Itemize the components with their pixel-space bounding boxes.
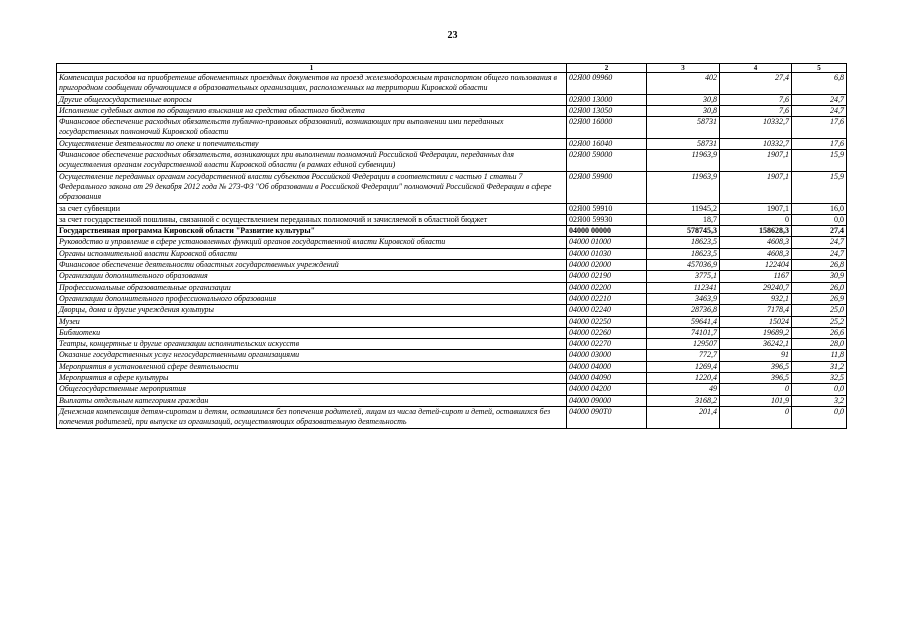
row-code-cell: 04000 04200 <box>567 384 647 395</box>
table-row <box>57 94 847 105</box>
row-name-cell: Компенсация расходов на приобретение абонементных проездных документов на проезд железнодорожным транспортом общего пользования в пригородном сообщении обучающимся в образовательных организациях, расположенных на территории Кировской области <box>57 73 567 95</box>
row-code-cell: 04000 02210 <box>567 293 647 304</box>
column-header: 5 <box>792 64 847 73</box>
row-actual-cell: 7,6 <box>720 94 792 105</box>
row-name-cell: Организации дополнительного образования <box>57 271 567 282</box>
row-percent-cell: 27,4 <box>792 226 847 237</box>
row-actual-cell: 91 <box>720 350 792 361</box>
row-name-cell: Денежная компенсация детям-сиротам и детям, оставшимся без попечения родителей, лицам из числа детей-сирот и детей, оставшихся без попечения родителей, при выпуске из организаций, осуществляющих образовательную деятельность <box>57 406 567 428</box>
row-actual-cell: 4608,3 <box>720 237 792 248</box>
table-row <box>57 248 847 259</box>
row-plan-cell: 30,8 <box>647 94 720 105</box>
row-percent-cell: 16,0 <box>792 203 847 214</box>
row-name-cell: Организации дополнительного профессионального образования <box>57 293 567 304</box>
row-actual-cell: 0 <box>720 384 792 395</box>
row-percent-cell: 24,7 <box>792 248 847 259</box>
row-name-cell: за счет государственной пошлины, связанной с осуществлением переданных полномочий и зачисляемой в областной бюджет <box>57 214 567 225</box>
row-code-cell: 04000 00000 <box>567 226 647 237</box>
table-row <box>57 105 847 116</box>
row-code-cell: 04000 090Т0 <box>567 406 647 428</box>
column-header: 4 <box>720 64 792 73</box>
row-name-cell: Библиотеки <box>57 327 567 338</box>
row-plan-cell: 201,4 <box>647 406 720 428</box>
row-percent-cell: 17,6 <box>792 138 847 149</box>
row-plan-cell: 28736,8 <box>647 305 720 316</box>
row-actual-cell: 932,1 <box>720 293 792 304</box>
table-header-row <box>57 64 847 73</box>
row-actual-cell: 15024 <box>720 316 792 327</box>
row-percent-cell: 15,9 <box>792 150 847 172</box>
row-actual-cell: 101,9 <box>720 395 792 406</box>
row-plan-cell: 74101,7 <box>647 327 720 338</box>
row-percent-cell: 30,9 <box>792 271 847 282</box>
row-code-cell: 04000 03000 <box>567 350 647 361</box>
row-name-cell: Исполнение судебных актов по обращению взыскания на средства областного бюджета <box>57 105 567 116</box>
table-row <box>57 237 847 248</box>
row-name-cell: Профессиональные образовательные организации <box>57 282 567 293</box>
row-percent-cell: 26,8 <box>792 260 847 271</box>
table-row <box>57 361 847 372</box>
row-actual-cell: 0 <box>720 406 792 428</box>
row-percent-cell: 26,9 <box>792 293 847 304</box>
column-header: 1 <box>57 64 567 73</box>
row-percent-cell: 32,5 <box>792 373 847 384</box>
column-header: 3 <box>647 64 720 73</box>
row-actual-cell: 158628,3 <box>720 226 792 237</box>
row-plan-cell: 59641,4 <box>647 316 720 327</box>
row-percent-cell: 0,0 <box>792 406 847 428</box>
row-plan-cell: 11963,9 <box>647 171 720 203</box>
table-row <box>57 327 847 338</box>
table-row <box>57 150 847 172</box>
row-code-cell: 02Я00 16000 <box>567 117 647 139</box>
table-row <box>57 171 847 203</box>
row-plan-cell: 3775,1 <box>647 271 720 282</box>
row-actual-cell: 7178,4 <box>720 305 792 316</box>
row-plan-cell: 58731 <box>647 138 720 149</box>
table-row <box>57 350 847 361</box>
table-row <box>57 293 847 304</box>
row-actual-cell: 7,6 <box>720 105 792 116</box>
row-name-cell: Общегосударственные мероприятия <box>57 384 567 395</box>
row-actual-cell: 0 <box>720 214 792 225</box>
table-row <box>57 305 847 316</box>
row-name-cell: Театры, концертные и другие организации исполнительских искусств <box>57 339 567 350</box>
row-percent-cell: 6,8 <box>792 73 847 95</box>
row-plan-cell: 457036,9 <box>647 260 720 271</box>
row-name-cell: Выплаты отдельным категориям граждан <box>57 395 567 406</box>
row-plan-cell: 112341 <box>647 282 720 293</box>
row-plan-cell: 772,7 <box>647 350 720 361</box>
table-row <box>57 214 847 225</box>
table-row <box>57 373 847 384</box>
row-code-cell: 02Я00 59900 <box>567 171 647 203</box>
row-actual-cell: 27,4 <box>720 73 792 95</box>
table-row <box>57 384 847 395</box>
row-percent-cell: 3,2 <box>792 395 847 406</box>
row-name-cell: Оказание государственных услуг негосударственными организациями <box>57 350 567 361</box>
page-number: 23 <box>447 30 458 41</box>
row-name-cell: за счет субвенции <box>57 203 567 214</box>
row-code-cell: 04000 02250 <box>567 316 647 327</box>
row-plan-cell: 3463,9 <box>647 293 720 304</box>
row-plan-cell: 58731 <box>647 117 720 139</box>
row-plan-cell: 1269,4 <box>647 361 720 372</box>
table-row <box>57 271 847 282</box>
row-actual-cell: 19689,2 <box>720 327 792 338</box>
row-code-cell: 04000 01000 <box>567 237 647 248</box>
row-name-cell: Финансовое обеспечение расходных обязательств, возникающих при выполнении полномочий Российской Федерации, переданных для осуществления органам государственной власти Кировской области (в рамках единой субвенции) <box>57 150 567 172</box>
table-row <box>57 117 847 139</box>
budget-table <box>56 63 847 429</box>
row-name-cell: Другие общегосударственные вопросы <box>57 94 567 105</box>
row-code-cell: 04000 02270 <box>567 339 647 350</box>
row-plan-cell: 49 <box>647 384 720 395</box>
row-plan-cell: 11945,2 <box>647 203 720 214</box>
row-percent-cell: 11,8 <box>792 350 847 361</box>
row-name-cell: Осуществление переданных органам государственной власти субъектов Российской Федерации в соответствии с частью 1 статьи 7 Федерального закона от 29 декабря 2012 года № 273-ФЗ "Об образовании в Российской Федерации" полномочий Российской Федерации в сфере образования <box>57 171 567 203</box>
row-code-cell: 04000 04000 <box>567 361 647 372</box>
table-row <box>57 260 847 271</box>
row-actual-cell: 1907,1 <box>720 171 792 203</box>
table-row <box>57 226 847 237</box>
row-percent-cell: 24,7 <box>792 237 847 248</box>
row-code-cell: 04000 09000 <box>567 395 647 406</box>
row-plan-cell: 18623,5 <box>647 248 720 259</box>
row-code-cell: 04000 04090 <box>567 373 647 384</box>
row-plan-cell: 3168,2 <box>647 395 720 406</box>
row-name-cell: Органы исполнительной власти Кировской области <box>57 248 567 259</box>
row-name-cell: Мероприятия в сфере культуры <box>57 373 567 384</box>
row-percent-cell: 31,2 <box>792 361 847 372</box>
row-code-cell: 02Я00 13050 <box>567 105 647 116</box>
row-actual-cell: 4608,3 <box>720 248 792 259</box>
row-actual-cell: 122404 <box>720 260 792 271</box>
row-percent-cell: 26,0 <box>792 282 847 293</box>
row-percent-cell: 26,6 <box>792 327 847 338</box>
row-code-cell: 04000 02200 <box>567 282 647 293</box>
row-plan-cell: 129507 <box>647 339 720 350</box>
table-row <box>57 203 847 214</box>
row-percent-cell: 0,0 <box>792 384 847 395</box>
table-row <box>57 395 847 406</box>
row-code-cell: 04000 02190 <box>567 271 647 282</box>
row-name-cell: Осуществление деятельности по опеке и попечительству <box>57 138 567 149</box>
row-name-cell: Финансовое обеспечение деятельности областных государственных учреждений <box>57 260 567 271</box>
row-actual-cell: 1907,1 <box>720 203 792 214</box>
row-plan-cell: 402 <box>647 73 720 95</box>
row-percent-cell: 0,0 <box>792 214 847 225</box>
row-percent-cell: 28,0 <box>792 339 847 350</box>
row-code-cell: 02Я00 09960 <box>567 73 647 95</box>
row-plan-cell: 578745,3 <box>647 226 720 237</box>
row-code-cell: 04000 02240 <box>567 305 647 316</box>
row-percent-cell: 25,0 <box>792 305 847 316</box>
row-name-cell: Государственная программа Кировской области "Развитие культуры" <box>57 226 567 237</box>
row-percent-cell: 24,7 <box>792 105 847 116</box>
row-percent-cell: 24,7 <box>792 94 847 105</box>
row-plan-cell: 30,8 <box>647 105 720 116</box>
row-percent-cell: 25,2 <box>792 316 847 327</box>
table-row <box>57 282 847 293</box>
row-plan-cell: 18623,5 <box>647 237 720 248</box>
row-plan-cell: 1220,4 <box>647 373 720 384</box>
table-row <box>57 406 847 428</box>
table-row <box>57 339 847 350</box>
row-actual-cell: 10332,7 <box>720 138 792 149</box>
row-code-cell: 04000 01030 <box>567 248 647 259</box>
row-actual-cell: 1907,1 <box>720 150 792 172</box>
row-actual-cell: 10332,7 <box>720 117 792 139</box>
table-row <box>57 138 847 149</box>
table-row <box>57 316 847 327</box>
row-code-cell: 04000 02000 <box>567 260 647 271</box>
row-plan-cell: 11963,9 <box>647 150 720 172</box>
row-percent-cell: 15,9 <box>792 171 847 203</box>
row-code-cell: 02Я00 13000 <box>567 94 647 105</box>
row-name-cell: Дворцы, дома и другие учреждения культуры <box>57 305 567 316</box>
row-actual-cell: 36242,1 <box>720 339 792 350</box>
row-name-cell: Финансовое обеспечение расходных обязательств публично-правовых образований, возникающих при выполнении ими переданных государственных полномочий Кировской области <box>57 117 567 139</box>
row-code-cell: 02Я00 16040 <box>567 138 647 149</box>
column-header: 2 <box>567 64 647 73</box>
row-actual-cell: 396,5 <box>720 373 792 384</box>
row-name-cell: Музеи <box>57 316 567 327</box>
row-code-cell: 02Я00 59910 <box>567 203 647 214</box>
row-plan-cell: 18,7 <box>647 214 720 225</box>
row-code-cell: 04000 02260 <box>567 327 647 338</box>
row-percent-cell: 17,6 <box>792 117 847 139</box>
row-code-cell: 02Я00 59930 <box>567 214 647 225</box>
row-name-cell: Мероприятия в установленной сфере деятельности <box>57 361 567 372</box>
table-row <box>57 73 847 95</box>
row-code-cell: 02Я00 59000 <box>567 150 647 172</box>
row-name-cell: Руководство и управление в сфере установленных функций органов государственной власти Кировской области <box>57 237 567 248</box>
row-actual-cell: 1167 <box>720 271 792 282</box>
row-actual-cell: 396,5 <box>720 361 792 372</box>
row-actual-cell: 29240,7 <box>720 282 792 293</box>
